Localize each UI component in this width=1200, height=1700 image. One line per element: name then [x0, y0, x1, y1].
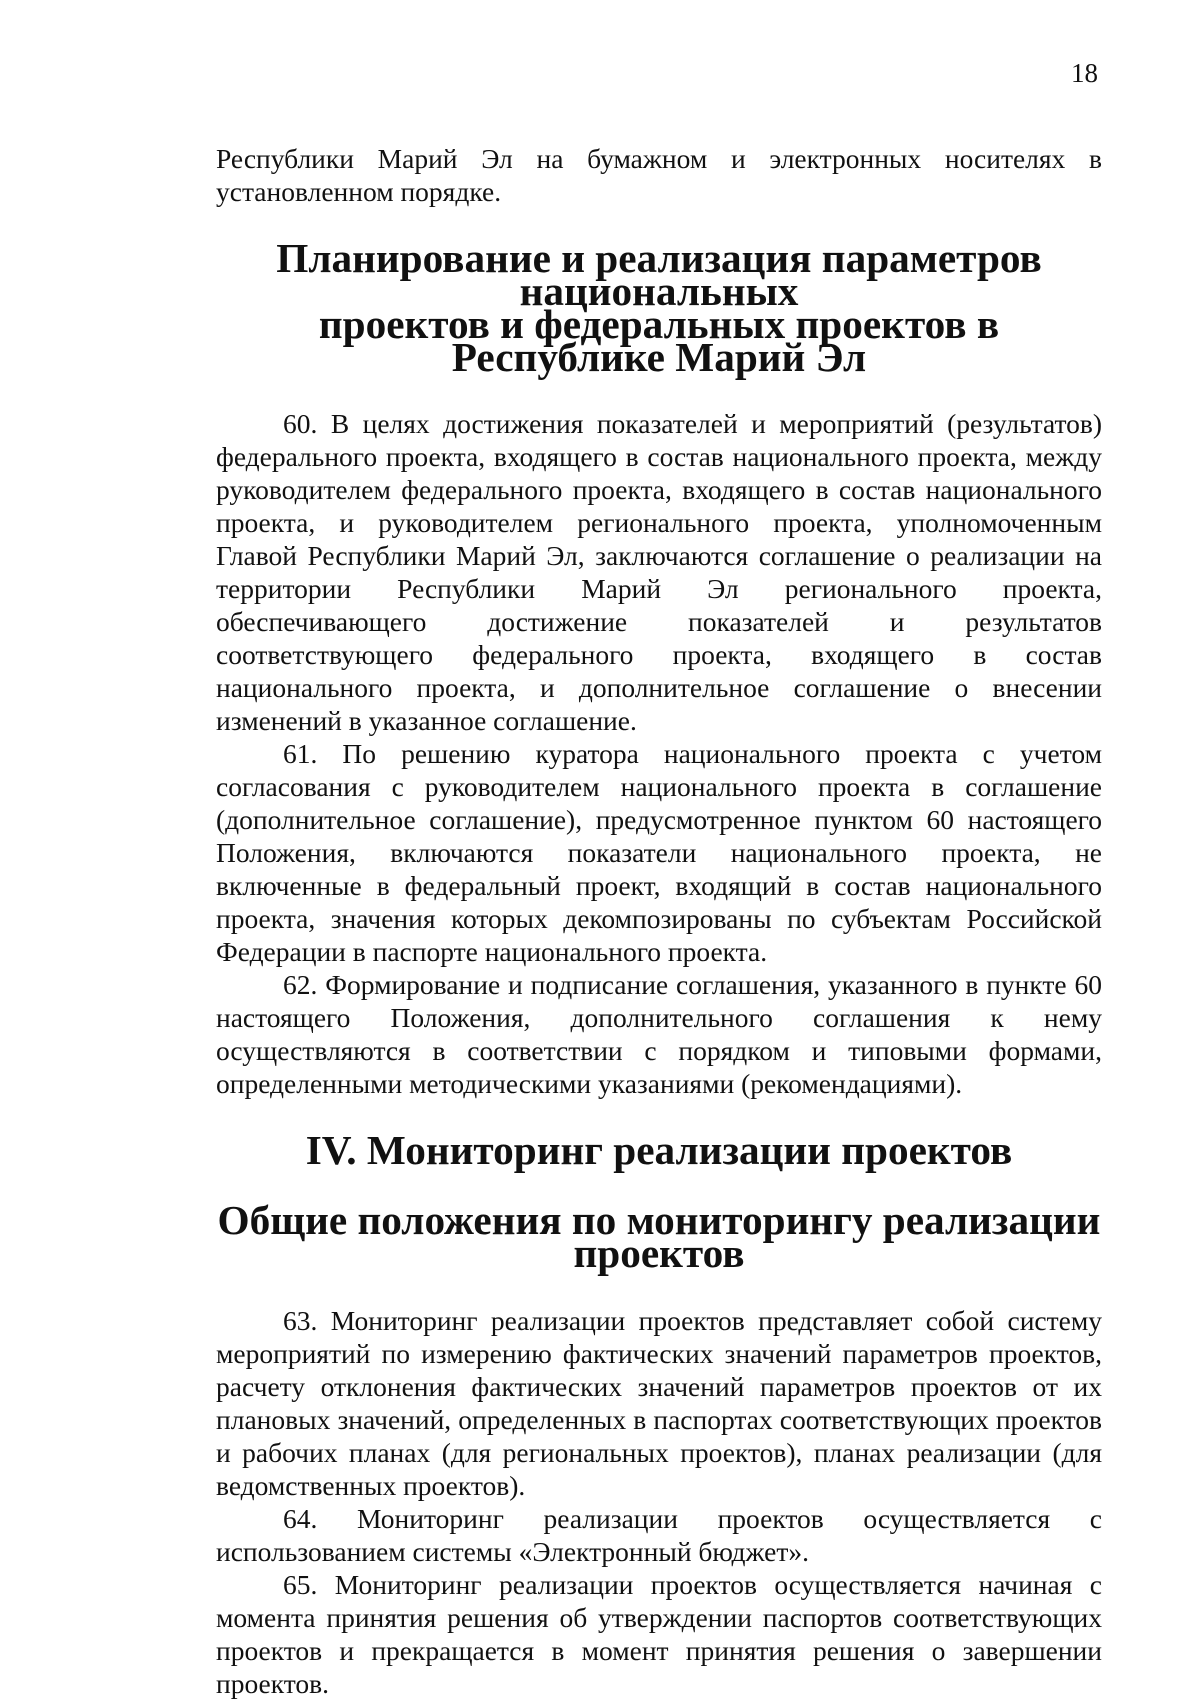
section-heading-monitoring: IV. Мониторинг реализации проектов — [305, 1127, 1013, 1173]
paragraph-65: 65. Мониторинг реализации проектов осуществляется начиная с момента принятия решения об утверждении паспортов соответствующих проектов и прекращается в момент принятия решения о завершении проектов. — [216, 1569, 1102, 1699]
paragraph-61: 61. По решению куратора национального проекта с учетом согласования с руководителем национального проекта в соглашение (дополнительное соглашение), предусмотренное пунктом 60 настоящего Положения, включаются показатели национального проекта, не включенные в федеральный проект, входящий в состав национального проекта, значения которых декомпозированы по субъектам Российской Федерации в паспорте национального проекта. — [216, 738, 1102, 967]
document-body — [216, 142, 1102, 1700]
paragraph-62: 62. Формирование и подписание соглашения, указанного в пункте 60 настоящего Положения, дополнительного соглашения к нему осуществляются в соответствии с порядком и типовыми формами, определенными методическими указаниями (рекомендациями). — [216, 969, 1102, 1099]
section-heading-planning-line1: Планирование и реализация параметров национальных — [276, 235, 1042, 314]
section-heading-general-provisions: Общие положения по мониторингу реализации проектов — [217, 1197, 1101, 1276]
paragraph-60: 60. В целях достижения показателей и мероприятий (результатов) федерального проекта, входящего в состав национального проекта, между руководителем федерального проекта, входящего в состав национального проекта, и руководителем регионального проекта, уполномоченным Главой Республики Марий Эл, заключаются соглашение о реализации на территории Республики Марий Эл регионального проекта, обеспечивающего достижение показателей и результатов соответствующего федерального проекта, входящего в состав национального проекта, и дополнительное соглашение о внесении изменений в указанное соглашение. — [216, 408, 1102, 736]
paragraph-63: 63. Мониторинг реализации проектов представляет собой систему мероприятий по измерению фактических значений параметров проектов, расчету отклонения фактических значений параметров проектов от их плановых значений, определенных в паспортах соответствующих проектов и рабочих планах (для региональных проектов), планах реализации (для ведомственных проектов). — [216, 1305, 1102, 1501]
section-heading-planning-line2: проектов и федеральных проектов в Республике Марий Эл — [318, 301, 1000, 380]
page-number: 18 — [1071, 58, 1098, 88]
section-heading-planning — [216, 235, 1102, 380]
intro-paragraph: Республики Марий Эл на бумажном и электронных носителях в установленном порядке. — [216, 143, 1102, 207]
paragraph-64: 64. Мониторинг реализации проектов осуществляется с использованием системы «Электронный бюджет». — [216, 1503, 1102, 1567]
